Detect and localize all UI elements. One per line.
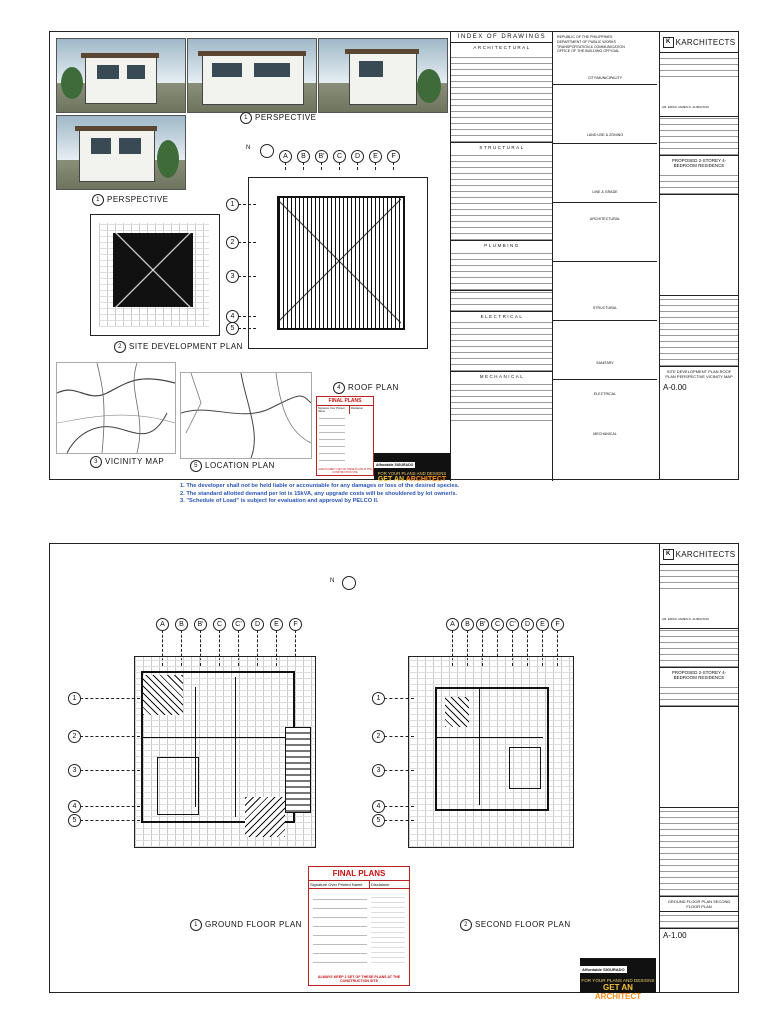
get-an-architect-ad: Affordable SIGURADO FOR YOUR PLANS AND DESIGNS GET AN ARCHITECT [374,453,450,480]
get-an-architect-ad: Affordable SIGURADO FOR YOUR PLANS AND DESIGNS GET AN ARCHITECT [580,958,656,993]
grid-bubble-col: A [279,150,292,163]
north-label: N [330,578,335,584]
index-section-electrical: ELECTRICAL [480,314,524,319]
title-block [659,544,738,992]
firm-logo: K KARCHITECTS [660,32,738,53]
sheet-number: A-1.00 [663,931,687,940]
grid-bubble-col: B [175,618,188,631]
roof-plan [248,177,428,349]
sheet-contents: SITE DEVELOPMENT PLAN ROOF PLAN PERSPECTIVE VICINITY MAP [665,369,733,379]
grid-bubble-row: 4 [68,800,81,813]
ground-floor-caption: 1 GROUND FLOOR PLAN [190,919,302,931]
grid-bubble-col: D [521,618,534,631]
grid-line-row [80,698,140,699]
sanitary-box: SANITARY [596,361,614,365]
grid-bubble-row: 3 [372,764,385,777]
grid-bubble-row: 2 [372,730,385,743]
final-plans-stamp: FINAL PLANS Signature Over Printed Name Disclaimer ALWAYS KEEP 1 SET OF THESE PLANS AT THE CONSTRUCTION SITE [308,866,410,986]
grid-bubble-col: E [369,150,382,163]
perspective-caption: 1 PERSPECTIVE [240,112,317,124]
grid-bubble-row: 4 [372,800,385,813]
grid-line-col [375,162,376,170]
note-3: 3. "Schedule of Load" is subject for evaluation and approval by PELCO II. [180,498,379,504]
sheet-number: A-0.00 [663,383,687,392]
site-development-plan [90,214,220,336]
grid-line-row [80,806,140,807]
north-arrow-icon [260,144,274,158]
grid-bubble-col: B' [315,150,328,163]
architectural-box: ARCHITECTURAL [589,217,621,221]
title-block [659,32,738,479]
perspective-render-4 [56,115,186,190]
grid-line-col [393,162,394,170]
land-use-zoning-box: LAND USE & ZONING [586,133,624,137]
grid-bubble-col: F [387,150,400,163]
location-plan-caption: 5 LOCATION PLAN [190,460,275,472]
grid-bubble-row: 5 [68,814,81,827]
grid-bubble-row: 1 [68,692,81,705]
index-of-drawings [450,32,553,481]
index-section-mechanical: MECHANICAL [479,374,525,379]
grid-bubble-row: 2 [226,236,239,249]
agency-header: REPUBLIC OF THE PHILIPPINES DEPARTMENT OF PUBLIC WORKS TRANSPORTATION & COMMUNICATION OFFICE OF THE BUILDING OFFICIAL CITY/MUNICIPALITY [553,32,657,85]
north-label: N [246,145,251,151]
drawing-sheet-a000 [49,31,739,483]
grid-bubble-row: 1 [372,692,385,705]
architect-name: AR. ERICK JAMES R. ALIBAYANO [660,589,738,629]
grid-bubble-col: A [156,618,169,631]
index-section-structural: STRUCTURAL [479,145,525,150]
final-plans-stamp: FINAL PLANS Signature Over Printed Name Disclaimer ALWAYS KEEP 1 SET OF THESE PLANS AT THE CONSTRUCTION SITE [316,396,374,476]
grid-bubble-col: B' [476,618,489,631]
grid-bubble-row: 1 [226,198,239,211]
index-section-plumbing: PLUMBING [484,243,520,248]
note-1: 1. The developer shall not be held liable or accountable for any damages or loss of the desired species. [180,483,460,489]
grid-bubble-col: B [297,150,310,163]
sheet-contents: GROUND FLOOR PLAN SECOND FLOOR PLAN [667,899,731,909]
structural-box: STRUCTURAL [592,306,618,310]
grid-bubble-col: A [446,618,459,631]
location-plan [180,372,312,459]
grid-line-col [303,162,304,170]
north-arrow-icon [342,576,356,590]
grid-line-row [80,820,140,821]
ground-floor-plan [134,656,316,848]
line-grade-box: LINE & GRADE [592,190,618,194]
drawing-sheet-a100 [49,543,739,1001]
grid-line-col [285,162,286,170]
grid-bubble-row: 3 [226,270,239,283]
grid-line-row [80,736,140,737]
general-notes [180,483,459,506]
second-floor-caption: 2 SECOND FLOOR PLAN [460,919,571,931]
grid-bubble-col: E [270,618,283,631]
grid-bubble-col: C' [506,618,519,631]
grid-bubble-row: 4 [226,310,239,323]
architect-name: AR. ERICK JAMES R. ALIBAYANO [660,77,738,117]
perspective-caption-2: 1 PERSPECTIVE [92,194,169,206]
grid-line-col [357,162,358,170]
grid-bubble-col: C [213,618,226,631]
grid-bubble-col: B [461,618,474,631]
grid-line-col [321,162,322,170]
grid-bubble-row: 5 [226,322,239,335]
grid-bubble-col: E [536,618,549,631]
grid-bubble-col: D [351,150,364,163]
grid-bubble-col: B' [194,618,207,631]
grid-bubble-col: C [333,150,346,163]
index-section-architectural: ARCHITECTURAL [473,45,531,50]
grid-bubble-col: F [551,618,564,631]
electrical-box: ELECTRICAL [593,392,617,396]
note-2: 2. The standard allotted demand per lot is 15kVA, any upgrade costs will be shouldered by lot owner/s. [180,490,458,497]
index-title: INDEX OF DRAWINGS [451,32,553,43]
roof-plan-caption: 4 ROOF PLAN [333,382,399,394]
grid-bubble-row: 2 [68,730,81,743]
mechanical-box: MECHANICAL [593,432,617,436]
firm-logo: K KARCHITECTS [660,544,738,565]
grid-bubble-col: D [251,618,264,631]
project-title: PROPOSED 2-STOREY 4-BEDROOM RESIDENCE [671,158,727,168]
grid-bubble-col: C [491,618,504,631]
second-floor-plan [408,656,574,848]
site-plan-caption: 2 SITE DEVELOPMENT PLAN [114,341,243,353]
perspective-render-1 [56,38,186,113]
grid-line-row [80,770,140,771]
grid-bubble-row: 5 [372,814,385,827]
project-title: PROPOSED 2-STOREY 4-BEDROOM RESIDENCE [671,670,727,680]
agency-approval-column [552,32,657,481]
grid-bubble-col: C' [232,618,245,631]
vicinity-map-caption: 3 VICINITY MAP [90,456,164,468]
perspective-render-2 [187,38,317,113]
grid-line-col [339,162,340,170]
grid-bubble-col: F [289,618,302,631]
grid-bubble-row: 3 [68,764,81,777]
perspective-render-3 [318,38,448,113]
vicinity-map [56,362,176,454]
